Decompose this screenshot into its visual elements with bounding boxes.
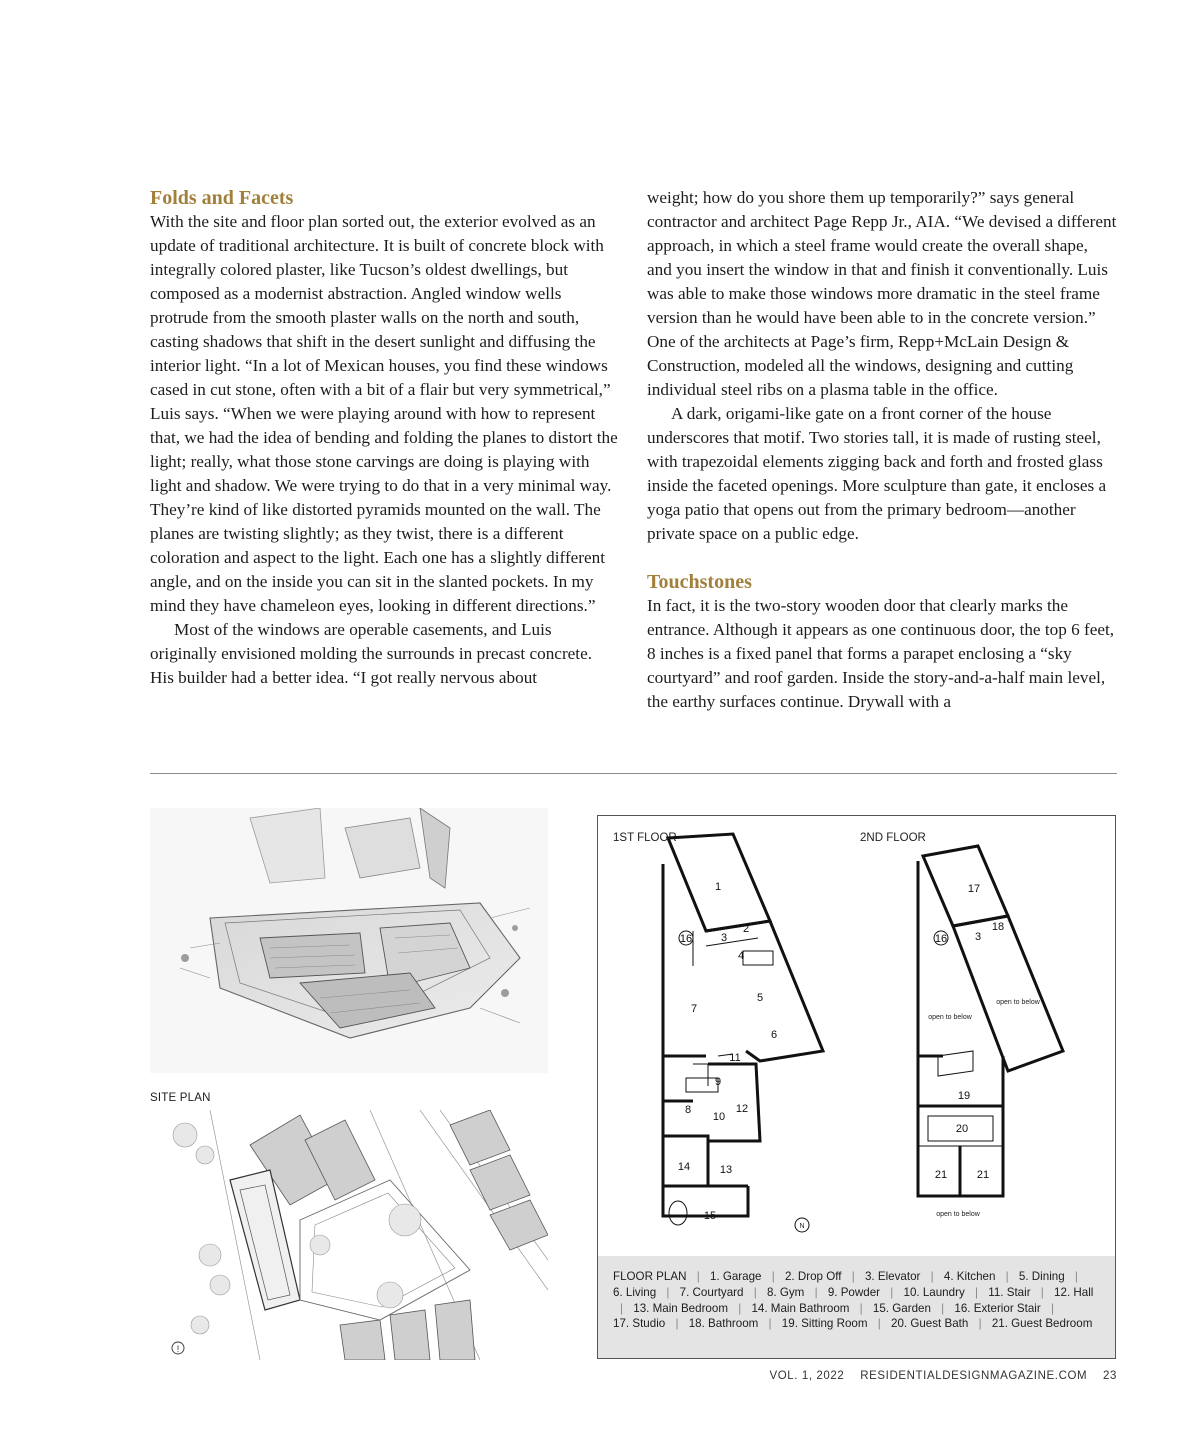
paragraph: With the site and floor plan sorted out, the exterior evolved as an update of traditional architecture. It is built of concrete block with integrally colored plaster, like Tucson’s oldest dwellings, but composed as a modernist abstraction. Angled window wells protrude from the smooth plaster walls on the north and south, casting shadows that shift in the desert sunlight and diffusing the interior light. “In a lot of Mexican houses, you find these windows cased in cut stone, often with a bit of a flair but very symmetrical,” Luis says. “When we were playing around with how to represent that, we had the idea of bending and folding the planes to distort the light; really, what those stone carvings are doing is playing with light and shadow. We were trying to do that in a very minimal way. They’re kind of like distorted pyramids mounted on the wall. The planes are twisting slightly; as they twist, there is a different coloration and aspect to the light. Each one has a slightly different angle, and on the inside you can sit in the slanted pockets. In my mind they have chameleon eyes, looking in different directions.” xyxy=(150,212,618,615)
legend-separator: | xyxy=(738,1301,742,1315)
legend-separator: | xyxy=(851,1270,855,1283)
floor1-room-number: 3 xyxy=(720,932,728,944)
floor1-room-number: 12 xyxy=(735,1103,749,1115)
page-number: 23 xyxy=(1103,1370,1117,1382)
legend-item: 17. Studio xyxy=(613,1317,666,1331)
floor1-room-number: 11 xyxy=(729,1052,741,1064)
floor2-room-number: 16 xyxy=(934,933,948,945)
pencil-sketch-drawing xyxy=(150,808,548,1073)
floor1-room-number: 13 xyxy=(719,1164,733,1176)
section-divider xyxy=(150,773,1117,774)
footer-site: RESIDENTIALDESIGNMAGAZINE.COM xyxy=(860,1370,1088,1382)
legend-separator: | xyxy=(890,1285,894,1299)
legend-item: 1. Garage xyxy=(709,1270,762,1283)
floor2-room-number: 18 xyxy=(991,921,1005,933)
floor2-room-number: 21 xyxy=(976,1169,990,1181)
legend-separator: | xyxy=(859,1301,863,1315)
page-footer xyxy=(757,1370,1117,1382)
site-plan-label: SITE PLAN xyxy=(150,1092,211,1104)
legend-item: 20. Guest Bath xyxy=(891,1317,969,1331)
floor1-room-number: 10 xyxy=(712,1111,726,1123)
floor2-room-number: 3 xyxy=(974,931,982,943)
legend-item: 2. Drop Off xyxy=(784,1270,842,1283)
legend-item: 4. Kitchen xyxy=(943,1270,996,1283)
floor-plan-legend xyxy=(598,1256,1115,1358)
legend-separator: | xyxy=(974,1285,978,1299)
legend-separator: | xyxy=(1050,1301,1054,1315)
legend-separator: | xyxy=(877,1317,881,1331)
legend-item: 15. Garden xyxy=(872,1301,931,1315)
legend-item: 6. Living xyxy=(613,1285,657,1299)
open-to-below-label: open to below xyxy=(996,999,1040,1006)
legend-separator: | xyxy=(675,1317,679,1331)
section-heading-touchstones: Touchstones xyxy=(647,571,752,593)
floor-plan-drawing xyxy=(598,816,1115,1254)
paragraph: Most of the windows are operable casements, and Luis originally envisioned molding the surrounds in precast concrete. His builder had a better idea. “I got really nervous about xyxy=(150,620,592,687)
floor1-room-number: 8 xyxy=(684,1104,692,1116)
legend-item: 12. Hall xyxy=(1054,1285,1094,1299)
legend-item: 5. Dining xyxy=(1018,1270,1065,1283)
floor1-room-number: 1 xyxy=(714,881,722,893)
legend-separator: | xyxy=(814,1285,818,1299)
section-heading-folds-and-facets: Folds and Facets xyxy=(150,187,294,209)
legend-item: 9. Powder xyxy=(827,1285,881,1299)
floor2-room-number: 19 xyxy=(957,1090,971,1102)
floor1-room-number: 2 xyxy=(742,923,750,935)
legend-separator: | xyxy=(666,1285,670,1299)
legend-separator: | xyxy=(941,1301,945,1315)
legend-item: 10. Laundry xyxy=(903,1285,965,1299)
footer-volume: VOL. 1, 2022 xyxy=(769,1370,845,1382)
legend-item: 21. Guest Bedroom xyxy=(991,1317,1093,1331)
legend-separator: | xyxy=(771,1270,775,1283)
legend-separator: | xyxy=(978,1317,982,1331)
legend-item: 18. Bathroom xyxy=(688,1317,759,1331)
legend-item: 7. Courtyard xyxy=(679,1285,744,1299)
north-arrow-label: N xyxy=(799,1223,805,1230)
floor2-room-number: 20 xyxy=(955,1123,969,1135)
paragraph: In fact, it is the two-story wooden door that clearly marks the entrance. Although it appears as one continuous door, the top 6 feet, 8 inches is a fixed panel that forms a parapet enclosing a “sky courtyard” and roof garden. Inside the story-and-a-half main level, the earthy surfaces continue. Drywall with a xyxy=(647,596,1115,711)
article-column-left xyxy=(150,186,620,690)
legend-separator: | xyxy=(930,1270,934,1283)
sketch-image xyxy=(150,808,548,1073)
floor1-room-number: 14 xyxy=(677,1161,691,1173)
paragraph: A dark, origami-like gate on a front corner of the house underscores that motif. Two stories tall, it is made of rusting steel, with trapezoidal elements zigging back and forth and frosted glass inside the faceted openings. More sculpture than gate, it encloses a yoga patio that opens out from the primary bedroom—another private space on a public edge. xyxy=(647,404,1107,543)
legend-item: 13. Main Bedroom xyxy=(633,1301,728,1315)
floor2-room-number: 17 xyxy=(967,883,981,895)
open-to-below-label: open to below xyxy=(928,1014,972,1021)
legend-item: 3. Elevator xyxy=(864,1270,921,1283)
floor1-room-number: 6 xyxy=(770,1029,778,1041)
legend-separator: | xyxy=(1005,1270,1009,1283)
site-north-mark: ! xyxy=(176,1344,180,1354)
floor-plan-figure xyxy=(597,815,1116,1359)
legend-item: 11. Stair xyxy=(988,1285,1031,1299)
legend-item: 16. Exterior Stair xyxy=(954,1301,1041,1315)
legend-separator: | xyxy=(620,1301,624,1315)
floor1-room-number: 15 xyxy=(703,1210,717,1222)
floor1-room-number: 16 xyxy=(679,933,693,945)
floor2-room-number: 21 xyxy=(934,1169,948,1181)
floor1-room-number: 4 xyxy=(737,950,745,962)
site-plan-drawing xyxy=(150,1110,548,1360)
site-plan-image xyxy=(150,1110,548,1360)
floor1-label: 1ST FLOOR xyxy=(613,832,677,844)
paragraph: weight; how do you shore them up temporarily?” says general contractor and architect Page Repp Jr., AIA. “We devised a different approach, in which a steel frame would create the overall shape, and you insert the window in that and finish it conventionally. Luis was able to make those windows more dramatic in the steel frame version than he would have been able to in the concrete version.” One of the architects at Page’s firm, Repp+McLain Design & Construction, modeled all the windows, designing and cutting individual steel ribs on a plasma table in the office. xyxy=(647,188,1117,399)
floor2-label: 2ND FLOOR xyxy=(860,832,926,844)
legend-separator: | xyxy=(753,1285,757,1299)
legend-separator: | xyxy=(1040,1285,1044,1299)
open-to-below-label: open to below xyxy=(936,1211,980,1218)
floor1-room-number: 7 xyxy=(690,1003,698,1015)
article-column-right xyxy=(647,186,1117,714)
legend-separator: | xyxy=(768,1317,772,1331)
legend-separator: | xyxy=(696,1270,700,1283)
floor1-room-number: 9 xyxy=(714,1076,722,1088)
legend-title: FLOOR PLAN xyxy=(613,1270,687,1283)
floor1-room-number: 5 xyxy=(756,992,764,1004)
legend-item: 14. Main Bathroom xyxy=(751,1301,850,1315)
legend-separator: | xyxy=(1074,1270,1078,1283)
legend-item: 19. Sitting Room xyxy=(781,1317,868,1331)
legend-item: 8. Gym xyxy=(766,1285,805,1299)
